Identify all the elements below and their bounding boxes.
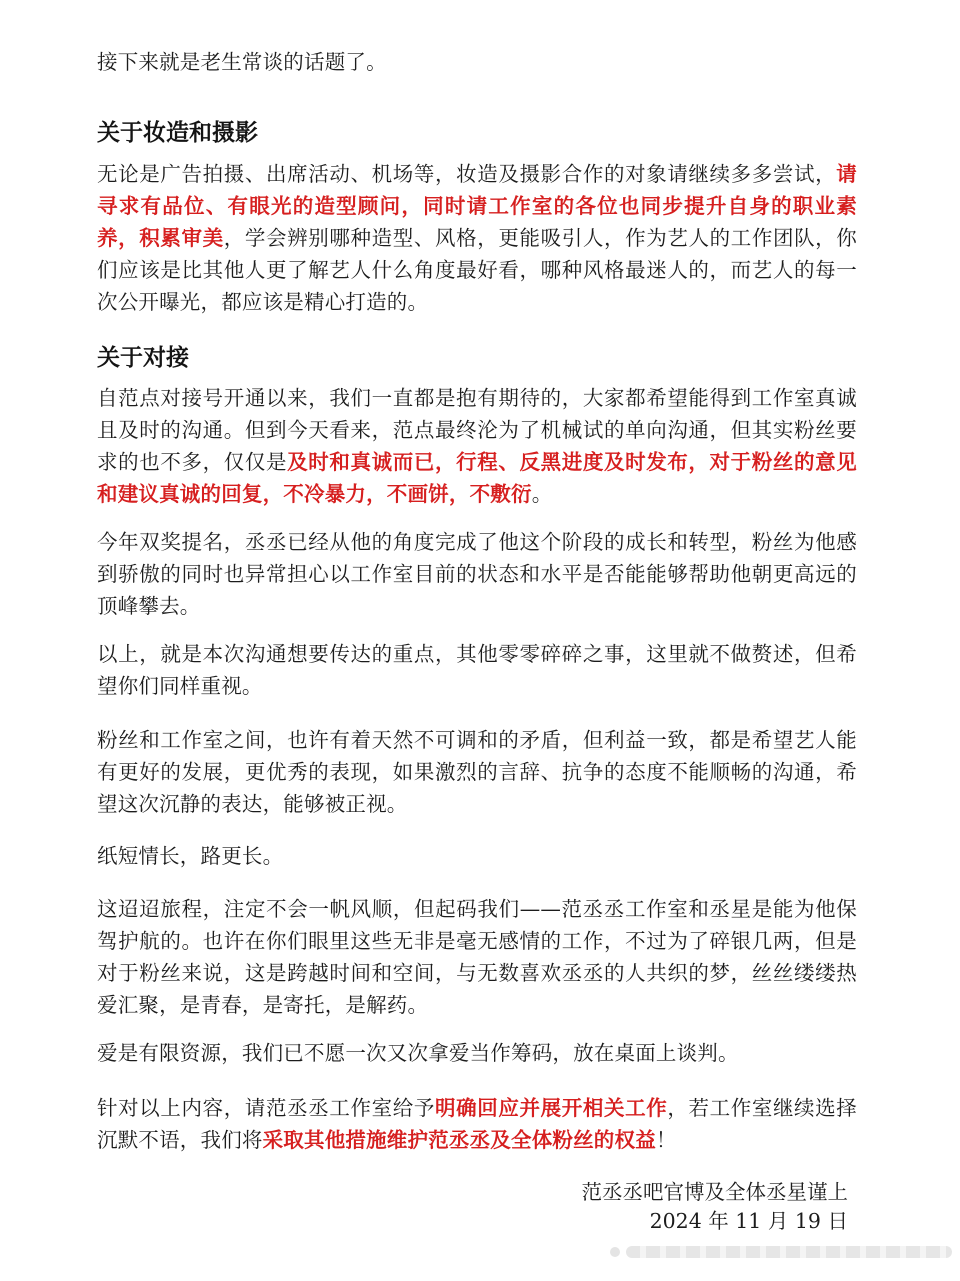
- signature-date: 2024 年 11 月 19 日: [649, 1209, 848, 1233]
- contact-text-start: 自范点对接号开通以来，我们一直都是抱有期待的，大家都希望能得到工作室真诚且及时的沟通。但到今天看来，范点最终沦为了机械试的单向沟通，但其实粉丝要求的也不多，仅仅是: [97, 386, 857, 474]
- watermark-strip: [610, 1241, 952, 1263]
- contact-paragraph: [97, 382, 857, 510]
- conflict-paragraph: 粉丝和工作室之间，也许有着天然不可调和的矛盾，但利益一致，都是希望艺人能有更好的发展，更优秀的表现，如果激烈的言辞、抗争的态度不能顺畅的沟通，希望这次沉静的表达，能够被正视。: [97, 728, 857, 816]
- section-heading-contact: 关于对接: [97, 345, 189, 371]
- final-emphasis-2: 采取其他措施维护范丞丞及全体粉丝的权益: [262, 1128, 656, 1152]
- contact-text-end: 。: [531, 482, 553, 506]
- watermark-bar: [626, 1246, 952, 1258]
- section-heading-makeup: 关于妆造和摄影: [97, 120, 258, 146]
- final-paragraph: [97, 1092, 857, 1156]
- summary-paragraph: 以上，就是本次沟通想要传达的重点，其他零零碎碎之事，这里就不做赘述，但希望你们同样重视。: [97, 642, 857, 698]
- final-emphasis-1: 明确回应并展开相关工作: [434, 1096, 668, 1120]
- contact-emphasis: 及时和真诚而已，行程、反黑进度及时发布，对于粉丝的意见和建议真诚的回复，不冷暴力，不画饼，不敷衍: [97, 450, 857, 506]
- intro-paragraph: 接下来就是老生常谈的话题了。: [97, 50, 387, 74]
- makeup-emphasis: 请寻求有品位、有眼光的造型顾问，同时请工作室的各位也同步提升自身的职业素养，积累审美: [97, 162, 857, 250]
- makeup-text-start: 无论是广告拍摄、出席活动、机场等，妆造及摄影合作的对象请继续多多尝试，: [97, 162, 837, 186]
- makeup-text-end: ，学会辨别哪种造型、风格，更能吸引人，作为艺人的工作团队，你们应该是比其他人更了解艺人什么角度最好看，哪种风格最迷人的，而艺人的每一次公开曝光，都应该是精心打造的。: [97, 226, 858, 314]
- watermark-dot: [610, 1247, 620, 1257]
- makeup-paragraph: [97, 158, 857, 318]
- love-paragraph: 爱是有限资源，我们已不愿一次又次拿爱当作筹码，放在桌面上谈判。: [97, 1041, 739, 1065]
- final-text-b: ，若工作室继续选择沉默不语，我们将: [97, 1096, 858, 1152]
- signature-author: 范丞丞吧官博及全体丞星谨上: [581, 1180, 848, 1204]
- short-paragraph: 纸短情长，路更长。: [97, 844, 284, 868]
- final-text-c: ！: [655, 1128, 677, 1152]
- journey-paragraph: 这迢迢旅程，注定不会一帆风顺，但起码我们——范丞丞工作室和丞星是能为他保驾护航的。也许在你们眼里这些无非是毫无感情的工作，不过为了碎银几两，但是对于粉丝来说，这是跨越时间和空间，与无数喜欢丞丞的人共织的梦，丝丝缕缕热爱汇聚，是青春，是寄托，是解药。: [97, 897, 857, 1017]
- awards-paragraph: 今年双奖提名，丞丞已经从他的角度完成了他这个阶段的成长和转型，粉丝为他感到骄傲的同时也异常担心以工作室目前的状态和水平是否能能够帮助他朝更高远的顶峰攀去。: [97, 530, 857, 618]
- final-text-a: 针对以上内容，请范丞丞工作室给予: [97, 1096, 435, 1120]
